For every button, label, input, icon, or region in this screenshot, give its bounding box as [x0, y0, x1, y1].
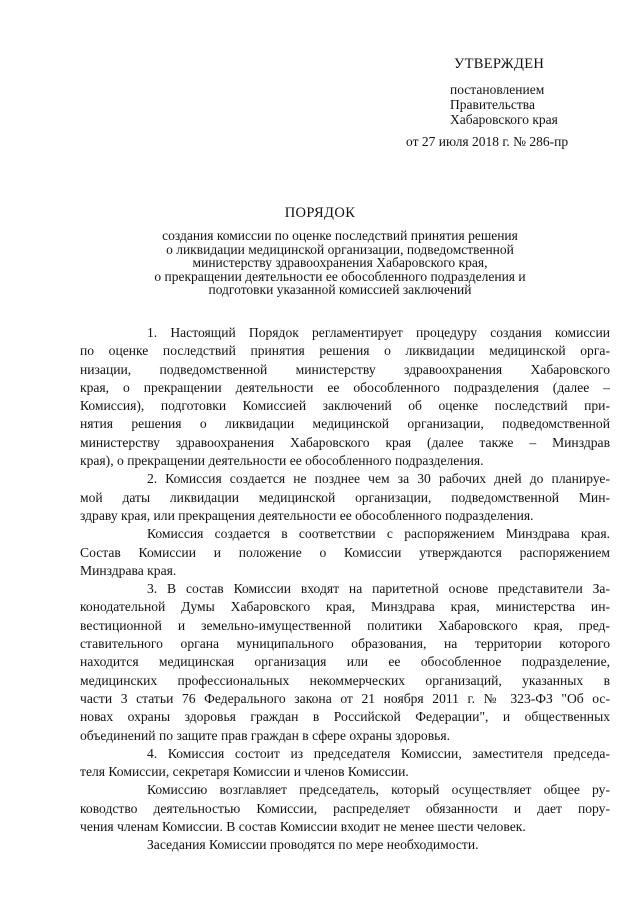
body-line: края), о прекращении деятельности ее обособленного подразделения.: [80, 453, 484, 469]
approval-authority-line-2: Правительства: [450, 97, 535, 112]
body-line: 3. В состав Комиссии входят на паритетной основе представители За-: [147, 581, 610, 597]
body-line: 4. Комиссия состоит из председателя Комиссии, заместителя председа-: [147, 745, 610, 761]
body-line: Комиссия), подготовки Комиссией заключений об оценке последствий при-: [80, 398, 610, 414]
body-line: Состав Комиссии и положение о Комиссии утверждаются распоряжением: [80, 544, 610, 560]
document-body: [80, 324, 610, 855]
subtitle-line: о прекращении деятельности ее обособленного подразделения и: [154, 268, 526, 284]
body-line: ководство деятельностью Комиссии, распределяет обязанности и дает пору-: [80, 800, 610, 816]
document-title: ПОРЯДОК: [284, 205, 356, 221]
document-subtitle: [130, 229, 550, 297]
body-line: края, о прекращении деятельности ее обособленного подразделения (далее –: [80, 379, 610, 395]
approval-authority-line-1: постановлением: [450, 82, 545, 97]
body-line: нятия решения о ликвидации медицинской организации, подведомственной: [80, 416, 610, 432]
subtitle-line: создания комиссии по оценке последствий принятия решения: [162, 228, 518, 243]
approval-date: от 27 июля 2018 г. № 286-пр: [406, 134, 569, 149]
body-line: медицинских профессиональных некоммерческих организаций, указанных в: [80, 672, 610, 688]
body-line: 2. Комиссия создается не позднее чем за 30 рабочих дней до планируе-: [147, 471, 610, 487]
body-line: Заседания Комиссии проводятся по мере необходимости.: [147, 837, 479, 853]
body-line: Комиссия создается в соответствии с распоряжением Минздрава края.: [147, 526, 610, 542]
approved-heading: УТВЕРЖДЕН: [454, 56, 545, 72]
body-line: здраву края, или прекращения деятельности ее обособленного подразделения.: [80, 507, 534, 523]
body-line: теля Комиссии, секретаря Комиссии и членов Комиссии.: [80, 764, 409, 780]
body-line: вестиционной и земельно-имущественной политики Хабаровского края, пред-: [80, 617, 610, 633]
body-line: конодательной Думы Хабаровского края, Минздрава края, министерства ин-: [80, 599, 610, 615]
subtitle-line: министерству здравоохранения Хабаровского края,: [192, 255, 488, 271]
approval-authority-line-3: Хабаровского края: [450, 112, 558, 127]
body-line: Минздрава края.: [80, 562, 177, 578]
body-line: части 3 статьи 76 Федерального закона от 21 ноября 2011 г. № 323-ФЗ "Об ос-: [80, 690, 610, 706]
body-line: находится медицинская организация или ее обособленное подразделение,: [80, 654, 610, 670]
body-line: по оценке последствий принятия решения о ликвидации медицинской орга-: [80, 343, 610, 359]
body-line: Комиссию возглавляет председатель, который осуществляет общее ру-: [147, 782, 610, 798]
body-line: новах охраны здоровья граждан в Российской Федерации", и общественных: [80, 709, 610, 725]
body-line: объединений по защите прав граждан в сфере охраны здоровья.: [80, 727, 450, 743]
subtitle-line: подготовки указанной комиссией заключений: [208, 282, 472, 298]
approval-stamp: [404, 57, 604, 149]
body-line: 1. Настоящий Порядок регламентирует процедуру создания комиссии: [147, 325, 610, 340]
body-line: мой даты ликвидации медицинской организации, подведомственной Мин-: [80, 489, 610, 505]
body-line: ставительного органа муниципального образования, на территории которого: [80, 636, 610, 652]
subtitle-line: о ликвидации медицинской организации, подведомственной: [166, 241, 514, 257]
body-line: низации, подведомственной министерству здравоохранения Хабаровского: [80, 361, 610, 377]
body-line: чения членам Комиссии. В состав Комиссии входит не менее шести человек.: [80, 819, 526, 835]
body-line: министерству здравоохранения Хабаровского края (далее также – Минздрав: [80, 434, 610, 450]
